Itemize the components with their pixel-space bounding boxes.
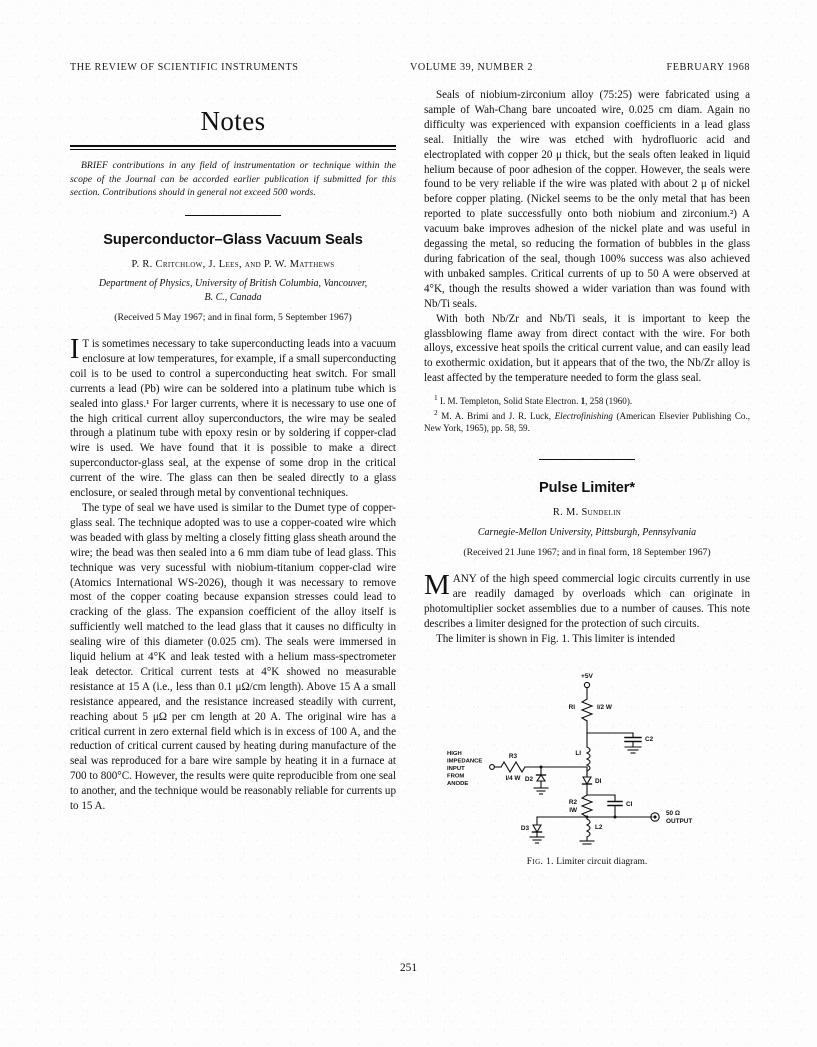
footnote-1-text-after: , 258 (1960). (585, 396, 633, 407)
label-c2: C2 (645, 735, 654, 743)
junction-dot-output (586, 815, 589, 818)
supply-terminal-icon (584, 682, 589, 687)
label-input-3: INPUT (447, 765, 465, 772)
footnote-1 (424, 393, 750, 408)
running-head-volume: VOLUME 39, NUMBER 2 (410, 62, 534, 73)
footnote-2-text-before: M. A. Brimi and J. R. Luck, (437, 411, 555, 421)
figure-1 (424, 667, 750, 867)
article-2-received: (Received 21 June 1967; and in final form, 18 September 1967) (463, 547, 711, 559)
footnote-2 (424, 408, 750, 435)
label-r3-rating: I/4 W (505, 774, 521, 782)
running-head-journal: THE REVIEW OF SCIENTIFIC INSTRUMENTS (70, 62, 299, 73)
footnote-1-text-before: I. M. Templeton, Solid State Electron. (437, 396, 581, 407)
input-terminal-icon (490, 764, 495, 769)
footnote-2-marker: 2 (434, 407, 438, 417)
label-input-2: IMPEDANCE (447, 758, 483, 765)
label-input-5: ANODE (447, 780, 469, 787)
limiter-circuit-diagram (437, 667, 737, 847)
label-d1: DI (595, 777, 602, 785)
article-2-paragraph-1-text: ANY of the high speed commercial logic circuits currently in use are readily damaged by overloads which can originate in photomultiplier socket assemblies due to a number of causes. This note describes a limiter designed for the protection of such circuits. (424, 573, 750, 630)
label-supply: +5V (581, 672, 593, 680)
left-column (70, 88, 396, 867)
label-r1-rating: I/2 W (597, 703, 612, 711)
article-2-affiliation: Carnegie-Mellon University, Pittsburgh, Pennsylvania (477, 526, 697, 538)
figure-1-caption-text: Limiter circuit diagram. (553, 856, 648, 867)
diode-d3-triangle (533, 825, 541, 832)
label-input-4: FROM (447, 773, 465, 780)
label-d2: D2 (524, 775, 533, 783)
label-r2: R2 (568, 798, 577, 806)
label-l1: LI (575, 749, 581, 757)
figure-1-caption (424, 857, 750, 867)
article-2-author: R. M. Sundelin (552, 506, 622, 518)
page-folio: 251 (399, 962, 418, 974)
footnote-2-text-after: (American Elsevier Publishing Co., New York, 1965), pp. 58, 59. (424, 411, 750, 433)
article-2-divider-rule (539, 459, 635, 460)
article-1-affiliation-line-2: B. C., Canada (204, 291, 262, 303)
label-output: OUTPUT (666, 817, 693, 825)
article-2-paragraph-2: The limiter is shown in Fig. 1. This limiter is intended (436, 632, 676, 645)
section-masthead: Notes (200, 106, 266, 136)
junction-dot-c1 (614, 815, 617, 818)
divider-rule (185, 215, 281, 216)
right-column (424, 88, 750, 867)
input-label-block (447, 751, 482, 787)
article-1-paragraph-1-text: T is sometimes necessary to take superconducting leads into a vacuum enclosure at low temperatures, for example, if a small superconducting coil is to be used to control a superconducting heat switch. For small currents a lead (Pb) wire can be soldered into a platinum tube which is sealed into glass.¹ For larger currents, where it is necessary to use one of the high critical current alloy superconductors, the wire may be sealed through a platinum tube with epoxy resin or by soldering if copper-clad wire is used. We have found that it is possible to make a direct superconductor-glass seal, at the expense of some drop in the critical current of the wire. The glass can then be sealed directly to a glass enclosure, or sealed through metal by conventional techniques. (70, 338, 396, 500)
article-2-title: Pulse Limiter* (539, 479, 635, 496)
label-c1: CI (626, 800, 633, 808)
footnote-1-marker: 1 (434, 393, 438, 403)
masthead-rule (70, 145, 396, 150)
label-r1: RI (568, 703, 575, 711)
article-1-paragraph-3: Seals of niobium-zirconium alloy (75:25) were fabricated using a sample of Wah-Chang bare uncoated wire, 0.025 cm diam. Again no difficulty was experienced with expansion coefficients in a lead glass seal. Initially the wire was etched with hydrofluoric acid and electroplated with copper 20 μ thick, but the seals often leaked in liquid helium because of poor adhesion of the copper. However, the seals were found to be very reliable if the wire was plated with about 2 μ of nickel before copper plating. (Nickel seems to be the only metal that has been reported to plate successfully onto both niobium and zirconium.²) A vacuum bake improves adhesion of the nickel plate and was useful in degassing the metal, so reducing the formation of bubbles in the glass during fabrication of the seal, though 100% success was also achieved with unbaked samples. Critical currents of up to 50 A were observed at 4°K, though the results showed a wider variation than was found with Nb/Ti seals. (424, 89, 750, 310)
output-connector-pin-icon (653, 815, 656, 818)
label-input-1: HIGH (447, 750, 462, 757)
figure-1-number: Fig. 1. (526, 856, 554, 867)
running-head (70, 62, 750, 78)
running-head-date: FEBRUARY 1968 (666, 62, 750, 73)
label-r2-rating: IW (569, 806, 577, 814)
label-r3: R3 (508, 752, 518, 760)
article-1-paragraph-1 (70, 334, 396, 501)
diode-d1-triangle (583, 777, 591, 784)
drop-cap-i: I (70, 334, 80, 366)
two-column-body (70, 88, 750, 867)
resistor-r1-symbol (582, 699, 592, 721)
article-1-affiliation-line-1: Department of Physics, University of British Columbia, Vancouver, (98, 278, 368, 290)
section-blurb: BRIEF contributions in any field of instrumentation or technique within the scope of the Journal can be accorded earlier publication if submitted for this section. Contributions should in general not exceed 500 words. (70, 160, 396, 199)
article-1-paragraph-2: The type of seal we have used is similar to the Dumet type of copper-glass seal. The technique adopted was to use a copper-coated wire which was beaded with glass by melting a closely fitting glass sheath around the wire; the bead was then sealed into a 6 mm diam tube of lead glass. This technique was very sucessful with niobium-titanium copper-clad wire (Atomics International WS-2026), though it was necessary to remove most of the copper coating because expansion stresses could lead to cracking of the glass. The expansion coefficient of the alloy itself is sufficiently well matched to the lead glass that it causes no difficulty in sealing wire of this diameter (0.025 cm). The seals were immersed in liquid helium at 4°K and leak tested with a helium mass-spectrometer leak detector. Critical current tests at 4°K showed no measurable resistance at 15 A (i.e., less than 0.1 μΩ/cm length). Above 15 A a small resistance appeared, and the resistance increased steadily with current, reaching about 5 μΩ per cm length at 20 A. The original wire has a critical current in zero external field which is in excess of 100 A, and the reduction of critical current caused by heating during manufacture of the seal was reproduced for a bare wire sample by heating it in a furnace at 700 to 800°C. However, the results were quite reproducible from one seal to another, and the technique would be reasonably reliable for currents up to 15 A. (70, 501, 396, 813)
resistor-r3-symbol (501, 762, 525, 772)
article-2-paragraph-1 (424, 569, 750, 632)
article-1-title: Superconductor–Glass Vacuum Seals (103, 232, 363, 249)
drop-cap-m: M (424, 569, 450, 602)
article-1-authors: P. R. Critchlow, J. Lees, and P. W. Matthews (131, 259, 335, 271)
label-d3: D3 (520, 824, 529, 832)
article-1-footnotes (424, 393, 750, 435)
resistor-r2-symbol (582, 795, 592, 817)
footnote-1-volume: 1 (580, 396, 586, 407)
footnote-2-title: Electrofinishing (554, 411, 613, 421)
label-l2: L2 (595, 823, 603, 831)
article-1-received: (Received 5 May 1967; and in final form, 5 September 1967) (114, 312, 352, 324)
article-1-paragraph-4: With both Nb/Zr and Nb/Ti seals, it is important to keep the glassblowing flame away from direct contact with the wire. For both alloys, excessive heat spoils the critical current value, and can easily lead to exothermic oxidation, but it appears that of the two, the Nb/Zr alloy is least affected by the temperature needed to form the glass seal. (424, 312, 750, 385)
inductor-l2-symbol (587, 819, 590, 837)
label-output-impedance: 50 Ω (666, 809, 681, 817)
diode-d2-triangle (537, 775, 545, 781)
